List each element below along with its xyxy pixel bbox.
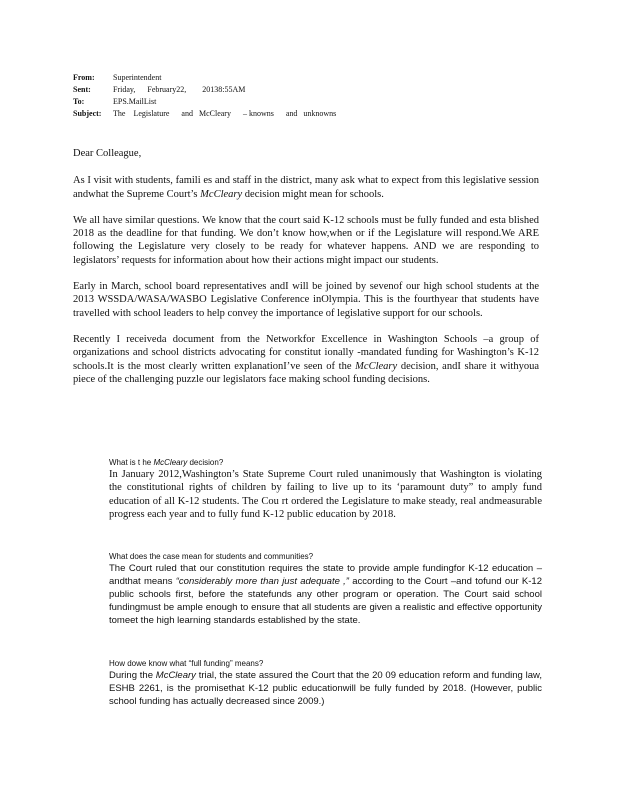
subject-value: The Legislature and McCleary – knowns and unknowns <box>113 109 337 118</box>
answer-1: In January 2012,Washington’s State Supreme Court ruled unanimously that Washington is violating the constitutional rights of children by failing to live up to its ‘paramount duty” to amply fund education of all K-12 students. The Cou rt ordered the Legislature to make steady, real andmeasurable progress each year and to fully fund K-12 public education by 2018. <box>109 469 542 521</box>
answer-2 <box>109 562 542 627</box>
from-row <box>73 72 553 84</box>
question-2: What does the case mean for students and communities? <box>109 552 314 561</box>
paragraph-4-text-a: Recently I receiveda document from the Networkfor Excellence in Washington Schools –a group of organizations and school districts advocating for constitut ionally -mandated funding for Washington’s K-12 schools.It is the most clearly written explanationI’ve seen of the <box>73 333 539 372</box>
answer-3-text-b: trial, the state assured the Court that the 20 09 education reform and funding law, ESHB 2261, is the promisethat K-12 public educationwill be fully funded by 2018. (However, public school funding has actually decreased since 2009.) <box>109 670 542 707</box>
letter-body <box>73 147 539 399</box>
answer-2-text-a: The Court ruled that our constitution requires the state to provide ample fundingfor K-12 education – andthat means <box>109 563 542 587</box>
qa-section-1 <box>109 457 542 522</box>
answer-3 <box>109 669 542 708</box>
from-value: Superintendent <box>113 73 162 82</box>
to-label: To: <box>73 97 85 106</box>
sent-label: Sent: <box>73 85 91 94</box>
greeting: Dear Colleague, <box>73 148 142 159</box>
from-label: From: <box>73 73 95 82</box>
question-1-text-a: What is t he <box>109 458 154 467</box>
paragraph-1 <box>73 174 539 201</box>
sent-row <box>73 84 553 96</box>
question-1 <box>109 457 542 468</box>
qa-section-2 <box>109 551 542 627</box>
answer-3-text-a: During the <box>109 670 156 681</box>
paragraph-4-case-name: McCleary <box>355 360 398 372</box>
subject-row <box>73 108 553 120</box>
paragraph-2: We all have similar questions. We know that the court said K-12 schools must be fully funded and esta blished 2018 as the deadline for that funding. We don’t know how,when or if the Legislature will respond.We ARE following the Legislature very closely to be ready for whatever happens. AND we are responding to legislators’ requests for information about how their actions might impact our students. <box>73 214 539 266</box>
paragraph-1-text-b: decision might mean for schools. <box>242 188 384 200</box>
paragraph-3: Early in March, school board representatives andI will be joined by sevenof our high school students at the 2013 WSSDA/WASA/WASBO Legislative Conference inOlympia. This is the fourthyear that students have travelled with school leaders to help convey the importance of legislative support for our schools. <box>73 281 539 319</box>
answer-2-quote: “considerably more than just adequate ,” <box>175 576 349 587</box>
to-value: EPS.MailList <box>113 97 157 106</box>
paragraph-4 <box>73 333 539 386</box>
question-1-text-b: decision? <box>187 458 224 467</box>
sent-value: Friday, February22, 20138:55AM <box>113 85 246 94</box>
subject-label: Subject: <box>73 109 102 118</box>
email-header <box>73 72 553 120</box>
paragraph-4-text-b: decision, andI share it withyoua piece of the challenging puzzle our legislators face making school funding decisions. <box>73 360 539 385</box>
question-3: How dowe know what “full funding” means? <box>109 659 264 668</box>
paragraph-1-case-name: McCleary <box>200 188 243 200</box>
answer-3-case-name: McCleary <box>155 670 196 681</box>
question-1-case-name: McCleary <box>153 458 188 467</box>
to-row <box>73 96 553 108</box>
paragraph-1-text-a: As I visit with students, famili es and staff in the district, many ask what to expect from this legislative session andwhat the Supreme Court’s <box>73 175 539 200</box>
qa-section-3 <box>109 658 542 708</box>
answer-2-text-b: according to the Court –and tofund our K-12 public schools first, before the statefunds any other program or operation. The Court said school fundingmust be ample enough to ensure that all students are given a realistic and effective opportunity tomeet the high learning standards established by the state. <box>109 576 542 626</box>
